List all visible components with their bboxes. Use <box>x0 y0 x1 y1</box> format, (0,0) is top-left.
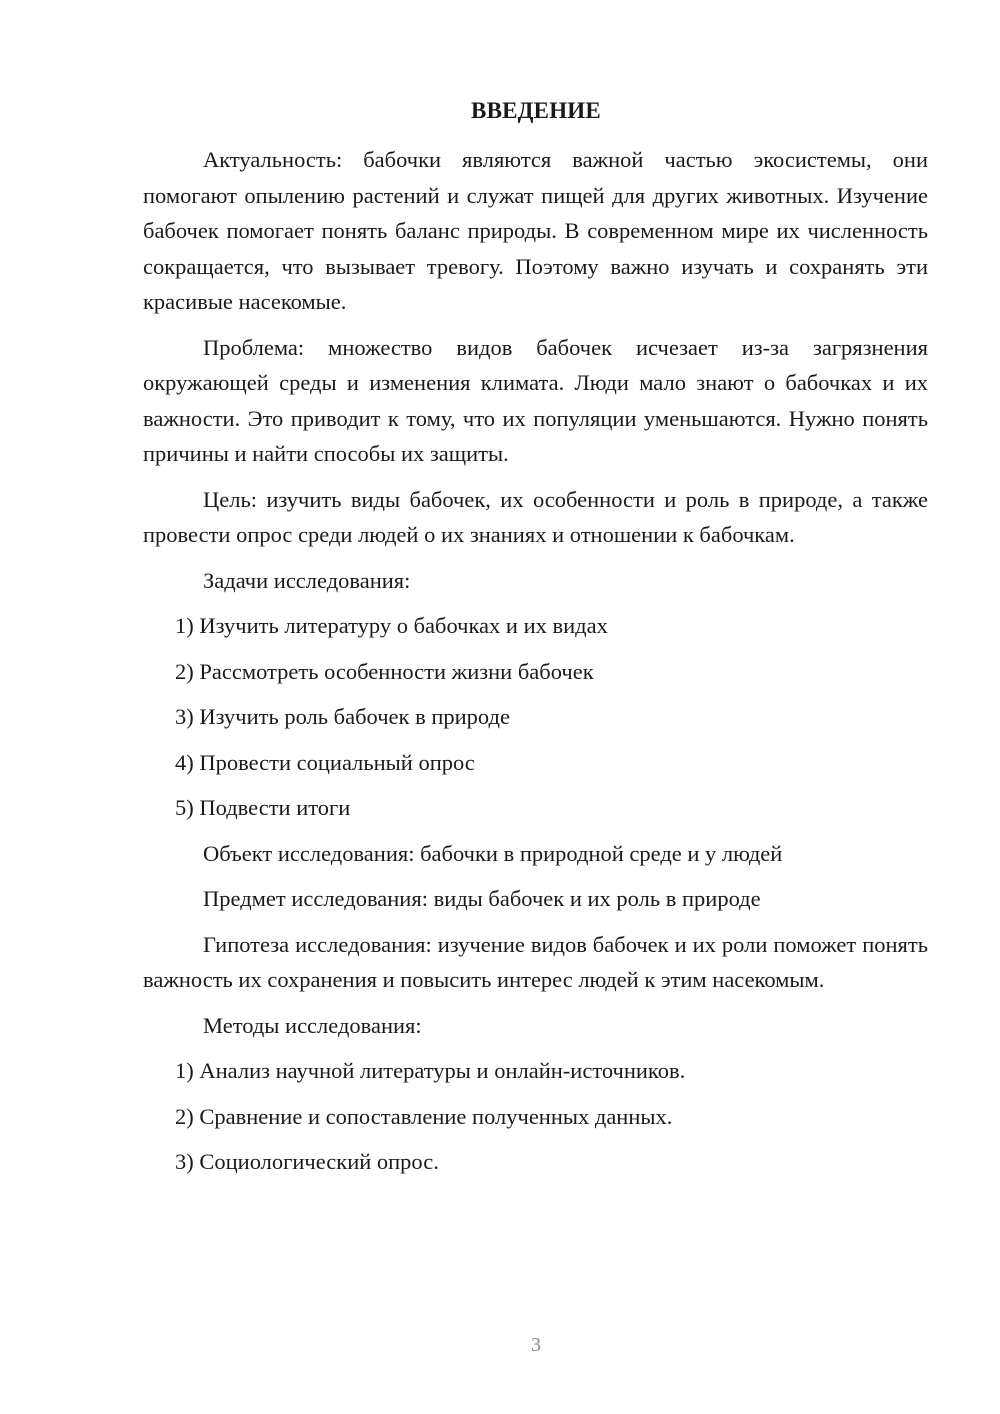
task-item: 3) Изучить роль бабочек в природе <box>175 704 510 729</box>
methods-title: Методы исследования: <box>203 1012 422 1038</box>
problem-paragraph: Проблема: множество видов бабочек исчезает из-за загрязнения окружающей среды и изменения климата. Люди мало знают о бабочках и их важности. Это приводит к тому, что их популяции уменьшаются. Нужно понять причины и найти способы их защиты. <box>143 334 928 466</box>
task-item: 2) Рассмотреть особенности жизни бабочек <box>175 658 594 684</box>
subject-line: Предмет исследования: виды бабочек и их роль в природе <box>203 886 761 911</box>
task-item: 1) Изучить литературу о бабочках и их видах <box>175 613 608 638</box>
relevance-paragraph: Актуальность: бабочки являются важной частью экосистемы, они помогают опылению растений и служат пищей для других животных. Изучение бабочек помогает понять баланс природы. В современном мире их численность сокращается, что вызывает тревогу. Поэтому важно изучать и сохранять эти красивые насекомые. <box>143 147 928 314</box>
task-item: 5) Подвести итоги <box>175 795 351 820</box>
method-item: 1) Анализ научной литературы и онлайн-источников. <box>175 1058 686 1083</box>
document-body <box>143 142 928 1180</box>
method-item: 2) Сравнение и сопоставление полученных данных. <box>175 1103 673 1129</box>
tasks-title: Задачи исследования: <box>203 567 411 593</box>
section-heading: ВВЕДЕНИЕ <box>471 98 601 123</box>
goal-paragraph: Цель: изучить виды бабочек, их особенности и роль в природе, а также провести опрос среди людей о их знаниях и отношении к бабочкам. <box>143 486 928 547</box>
method-item: 3) Социологический опрос. <box>175 1149 439 1174</box>
object-line: Объект исследования: бабочки в природной среде и у людей <box>203 840 783 866</box>
page-number: 3 <box>531 1334 541 1356</box>
task-item: 4) Провести социальный опрос <box>175 749 475 775</box>
hypothesis-paragraph: Гипотеза исследования: изучение видов бабочек и их роли поможет понять важность их сохранения и повысить интерес людей к этим насекомым. <box>143 931 928 992</box>
